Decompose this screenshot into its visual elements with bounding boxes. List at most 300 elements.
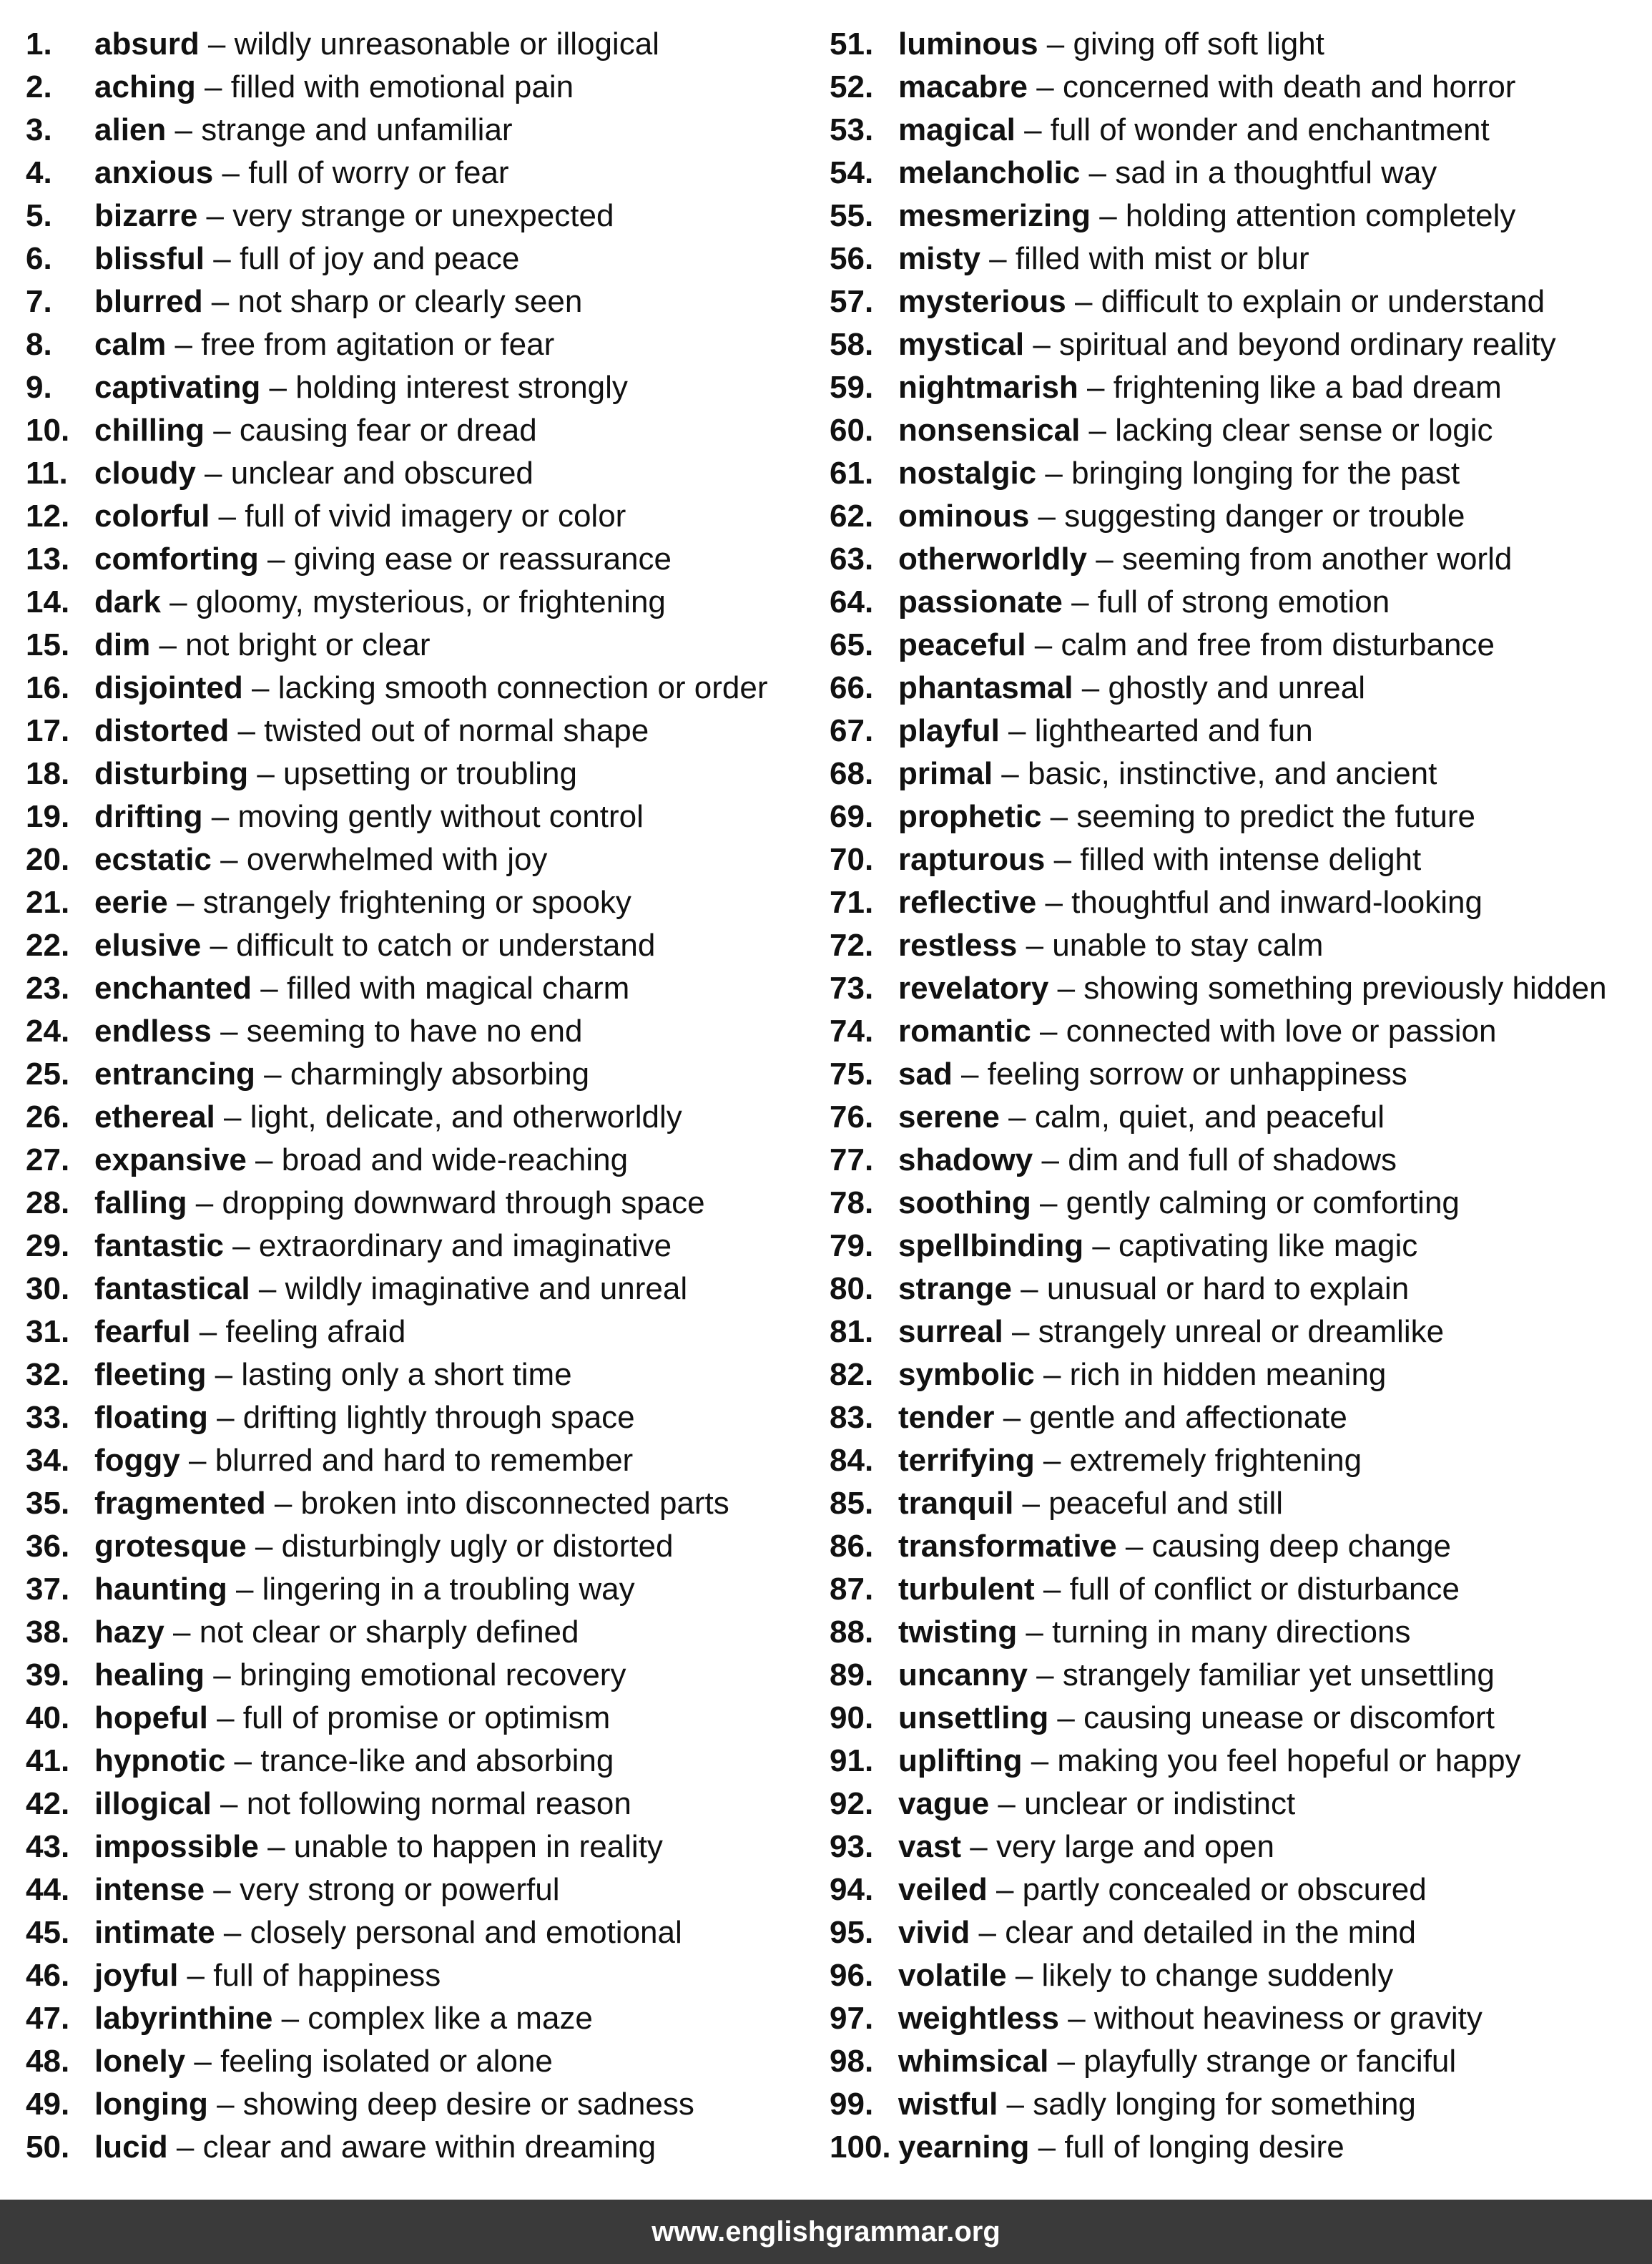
- item-separator: –: [989, 1786, 1025, 1821]
- item-definition: feeling afraid: [225, 1314, 406, 1349]
- item-word: fragmented: [94, 1486, 266, 1521]
- item-definition: likely to change suddenly: [1041, 1958, 1394, 1993]
- item-word: elusive: [94, 928, 202, 963]
- item-number: 15.: [26, 627, 70, 662]
- list-item: [26, 1182, 820, 1225]
- item-number: 73.: [830, 971, 874, 1006]
- list-item: [26, 366, 820, 409]
- list-item: [26, 2040, 820, 2083]
- item-number: 64.: [830, 584, 874, 619]
- item-number: 61.: [830, 456, 874, 491]
- item-definition: bringing emotional recovery: [239, 1657, 626, 1692]
- item-number: 66.: [830, 670, 874, 705]
- item-number: 56.: [830, 241, 874, 276]
- item-word: romantic: [898, 1014, 1031, 1049]
- item-number: 83.: [830, 1400, 874, 1435]
- item-definition: concerned with death and horror: [1062, 69, 1516, 104]
- item-number: 28.: [26, 1185, 70, 1220]
- list-item: [830, 280, 1645, 323]
- item-word: tranquil: [898, 1486, 1014, 1521]
- item-definition: full of conflict or disturbance: [1069, 1572, 1460, 1607]
- item-word: playful: [898, 713, 1000, 748]
- list-item: [26, 1010, 820, 1053]
- item-definition: spiritual and beyond ordinary reality: [1059, 327, 1556, 362]
- item-number: 85.: [830, 1486, 874, 1521]
- item-word: shadowy: [898, 1142, 1033, 1177]
- item-word: alien: [94, 112, 167, 147]
- list-item: [830, 1268, 1645, 1310]
- item-separator: –: [1027, 1657, 1063, 1692]
- item-word: floating: [94, 1400, 208, 1435]
- list-item: [26, 1053, 820, 1096]
- item-word: transformative: [898, 1529, 1117, 1564]
- item-separator: –: [195, 69, 231, 104]
- item-definition: making you feel hopeful or happy: [1057, 1743, 1521, 1778]
- item-separator: –: [207, 1400, 243, 1435]
- item-definition: causing fear or dread: [239, 413, 537, 448]
- item-definition: bringing longing for the past: [1071, 456, 1460, 491]
- item-number: 92.: [830, 1786, 874, 1821]
- item-definition: causing deep change: [1151, 1529, 1451, 1564]
- item-number: 47.: [26, 2001, 70, 2036]
- item-number: 52.: [830, 69, 874, 104]
- item-number: 89.: [830, 1657, 874, 1692]
- item-definition: very strange or unexpected: [232, 198, 614, 233]
- item-separator: –: [206, 1357, 242, 1392]
- item-separator: –: [187, 1185, 222, 1220]
- item-separator: –: [242, 670, 278, 705]
- list-item: [26, 838, 820, 881]
- list-item: [26, 109, 820, 152]
- item-word: endless: [94, 1014, 212, 1049]
- item-separator: –: [1080, 155, 1116, 190]
- item-definition: broken into disconnected parts: [300, 1486, 729, 1521]
- item-separator: –: [150, 627, 186, 662]
- list-item: [26, 237, 820, 280]
- item-separator: –: [1087, 542, 1122, 577]
- item-number: 62.: [830, 499, 874, 534]
- item-number: 84.: [830, 1443, 874, 1478]
- item-separator: –: [211, 842, 247, 877]
- item-number: 41.: [26, 1743, 70, 1778]
- item-word: yearning: [898, 2130, 1030, 2165]
- item-number: 11.: [26, 456, 68, 491]
- item-word: grotesque: [94, 1529, 247, 1564]
- item-separator: –: [167, 885, 203, 920]
- item-word: surreal: [898, 1314, 1003, 1349]
- item-separator: –: [1034, 1357, 1070, 1392]
- item-separator: –: [210, 499, 245, 534]
- item-number: 65.: [830, 627, 874, 662]
- item-definition: strangely familiar yet unsettling: [1062, 1657, 1495, 1692]
- item-number: 37.: [26, 1572, 70, 1607]
- item-word: colorful: [94, 499, 210, 534]
- item-number: 72.: [830, 928, 874, 963]
- item-number: 80.: [830, 1271, 874, 1306]
- list-item: [830, 2040, 1645, 2083]
- item-separator: –: [952, 1057, 988, 1092]
- list-item: [830, 1053, 1645, 1096]
- item-number: 78.: [830, 1185, 874, 1220]
- item-word: dim: [94, 627, 151, 662]
- item-definition: peaceful and still: [1048, 1486, 1284, 1521]
- item-number: 99.: [830, 2087, 874, 2122]
- footer-bar: [0, 2200, 1652, 2264]
- item-number: 34.: [26, 1443, 70, 1478]
- list-item: [26, 1697, 820, 1740]
- item-word: ecstatic: [94, 842, 212, 877]
- item-number: 33.: [26, 1400, 70, 1435]
- list-item: [26, 1954, 820, 1997]
- list-item: [830, 1568, 1645, 1611]
- item-word: blurred: [94, 284, 203, 319]
- item-word: revelatory: [898, 971, 1049, 1006]
- list-item: [830, 2126, 1645, 2169]
- item-number: 53.: [830, 112, 874, 147]
- item-separator: –: [215, 1099, 250, 1135]
- item-separator: –: [1041, 799, 1077, 834]
- item-separator: –: [225, 1743, 261, 1778]
- item-number: 59.: [830, 370, 874, 405]
- item-definition: extraordinary and imaginative: [258, 1228, 672, 1263]
- list-item: [830, 795, 1645, 838]
- item-separator: –: [167, 2130, 203, 2165]
- item-definition: turning in many directions: [1052, 1614, 1411, 1650]
- item-definition: not sharp or clearly seen: [237, 284, 583, 319]
- item-number: 31.: [26, 1314, 70, 1349]
- item-number: 25.: [26, 1057, 70, 1092]
- item-number: 94.: [830, 1872, 874, 1907]
- item-number: 86.: [830, 1529, 874, 1564]
- item-number: 3.: [26, 112, 52, 147]
- list-item: [26, 1225, 820, 1268]
- item-word: prophetic: [898, 799, 1042, 834]
- item-number: 23.: [26, 971, 70, 1006]
- item-separator: –: [1006, 1958, 1042, 1993]
- item-word: melancholic: [898, 155, 1081, 190]
- item-definition: full of longing desire: [1064, 2130, 1344, 2165]
- item-definition: broad and wide-reaching: [281, 1142, 629, 1177]
- item-word: hopeful: [94, 1700, 208, 1735]
- list-item: [830, 1868, 1645, 1911]
- item-definition: full of worry or fear: [248, 155, 509, 190]
- item-number: 17.: [26, 713, 70, 748]
- list-item: [830, 1310, 1645, 1353]
- item-separator: –: [980, 241, 1016, 276]
- item-definition: holding attention completely: [1125, 198, 1516, 233]
- item-separator: –: [1034, 1443, 1070, 1478]
- item-definition: free from agitation or fear: [201, 327, 555, 362]
- item-separator: –: [166, 112, 202, 147]
- list-item: [830, 1826, 1645, 1868]
- list-item: [26, 1353, 820, 1396]
- item-separator: –: [994, 1400, 1030, 1435]
- item-separator: –: [213, 155, 249, 190]
- item-separator: –: [970, 1915, 1006, 1950]
- item-definition: giving off soft light: [1073, 26, 1324, 62]
- item-number: 79.: [830, 1228, 874, 1263]
- item-number: 22.: [26, 928, 70, 963]
- list-item: [26, 1568, 820, 1611]
- item-separator: –: [1048, 1700, 1084, 1735]
- list-item: [26, 710, 820, 753]
- item-number: 29.: [26, 1228, 70, 1263]
- item-definition: light, delicate, and otherworldly: [250, 1099, 682, 1135]
- list-item: [830, 366, 1645, 409]
- item-word: lonely: [94, 2044, 186, 2079]
- item-definition: basic, instinctive, and ancient: [1027, 756, 1437, 791]
- item-word: mesmerizing: [898, 198, 1091, 233]
- list-item: [26, 1096, 820, 1139]
- item-word: peaceful: [898, 627, 1026, 662]
- item-separator: –: [205, 1872, 240, 1907]
- list-item: [26, 323, 820, 366]
- item-word: wistful: [898, 2087, 998, 2122]
- item-definition: full of vivid imagery or color: [245, 499, 626, 534]
- item-definition: difficult to catch or understand: [236, 928, 656, 963]
- item-separator: –: [258, 542, 294, 577]
- item-number: 32.: [26, 1357, 70, 1392]
- item-definition: unable to stay calm: [1052, 928, 1324, 963]
- item-definition: calm, quiet, and peaceful: [1034, 1099, 1385, 1135]
- item-separator: –: [205, 413, 240, 448]
- list-item: [26, 538, 820, 581]
- list-item: [830, 1740, 1645, 1783]
- item-separator: –: [199, 26, 235, 62]
- item-number: 55.: [830, 198, 874, 233]
- word-list-left-column: [26, 23, 820, 2169]
- item-number: 35.: [26, 1486, 70, 1521]
- item-definition: sad in a thoughtful way: [1115, 155, 1437, 190]
- item-word: foggy: [94, 1443, 180, 1478]
- item-word: disturbing: [94, 756, 249, 791]
- item-separator: –: [1116, 1529, 1152, 1564]
- item-word: blissful: [94, 241, 205, 276]
- list-item: [830, 581, 1645, 624]
- item-word: distorted: [94, 713, 230, 748]
- item-number: 95.: [830, 1915, 874, 1950]
- item-definition: thoughtful and inward-looking: [1071, 885, 1483, 920]
- item-separator: –: [1022, 1743, 1058, 1778]
- item-definition: unable to happen in reality: [293, 1829, 663, 1864]
- item-number: 58.: [830, 327, 874, 362]
- item-number: 81.: [830, 1314, 874, 1349]
- item-separator: –: [1017, 928, 1053, 963]
- item-separator: –: [185, 2044, 221, 2079]
- item-number: 76.: [830, 1099, 874, 1135]
- item-definition: showing something previously hidden: [1083, 971, 1607, 1006]
- item-word: bizarre: [94, 198, 198, 233]
- item-number: 30.: [26, 1271, 70, 1306]
- item-separator: –: [1033, 1142, 1068, 1177]
- item-separator: –: [166, 327, 202, 362]
- item-separator: –: [1013, 1486, 1049, 1521]
- item-word: primal: [898, 756, 993, 791]
- item-number: 19.: [26, 799, 70, 834]
- list-item: [830, 1396, 1645, 1439]
- list-item: [830, 1439, 1645, 1482]
- list-item: [830, 538, 1645, 581]
- list-item: [26, 624, 820, 667]
- item-definition: lighthearted and fun: [1034, 713, 1313, 748]
- item-separator: –: [215, 1915, 250, 1950]
- list-item: [830, 924, 1645, 967]
- item-separator: –: [205, 241, 240, 276]
- item-number: 100.: [830, 2130, 891, 2165]
- item-word: anxious: [94, 155, 214, 190]
- item-word: serene: [898, 1099, 1000, 1135]
- list-item: [26, 1268, 820, 1310]
- item-number: 4.: [26, 155, 52, 190]
- item-separator: –: [1036, 885, 1072, 920]
- item-definition: full of promise or optimism: [242, 1700, 611, 1735]
- list-item: [830, 1482, 1645, 1525]
- item-number: 77.: [830, 1142, 874, 1177]
- item-word: weightless: [898, 2001, 1059, 2036]
- item-separator: –: [265, 1486, 301, 1521]
- item-separator: –: [195, 456, 231, 491]
- item-word: fantastical: [94, 1271, 250, 1306]
- item-separator: –: [252, 971, 287, 1006]
- item-number: 24.: [26, 1014, 70, 1049]
- item-word: falling: [94, 1185, 187, 1220]
- item-definition: twisted out of normal shape: [264, 713, 649, 748]
- item-definition: drifting lightly through space: [242, 1400, 635, 1435]
- item-definition: lacking clear sense or logic: [1115, 413, 1493, 448]
- list-item: [830, 1353, 1645, 1396]
- item-separator: –: [227, 1572, 262, 1607]
- item-definition: closely personal and emotional: [250, 1915, 682, 1950]
- item-definition: gloomy, mysterious, or frightening: [195, 584, 666, 619]
- list-item: [830, 195, 1645, 237]
- item-word: illogical: [94, 1786, 212, 1821]
- item-separator: –: [190, 1314, 226, 1349]
- item-separator: –: [223, 1228, 259, 1263]
- item-word: restless: [898, 928, 1018, 963]
- list-item: [830, 2083, 1645, 2126]
- list-item: [830, 1182, 1645, 1225]
- list-item: [26, 753, 820, 795]
- item-definition: seeming from another world: [1121, 542, 1513, 577]
- item-separator: –: [250, 1271, 285, 1306]
- footer-url[interactable]: www.englishgrammar.org: [652, 2215, 1000, 2248]
- item-definition: trance-like and absorbing: [260, 1743, 614, 1778]
- item-definition: strangely unreal or dreamlike: [1038, 1314, 1445, 1349]
- item-word: expansive: [94, 1142, 247, 1177]
- item-word: comforting: [94, 542, 259, 577]
- item-definition: unclear and obscured: [230, 456, 534, 491]
- item-word: strange: [898, 1271, 1012, 1306]
- item-number: 12.: [26, 499, 70, 534]
- item-word: veiled: [898, 1872, 988, 1907]
- item-word: absurd: [94, 26, 200, 62]
- item-separator: –: [1031, 1185, 1066, 1220]
- item-separator: –: [1083, 1228, 1119, 1263]
- item-definition: filled with magical charm: [286, 971, 630, 1006]
- item-definition: filled with mist or blur: [1015, 241, 1309, 276]
- item-definition: showing deep desire or sadness: [242, 2087, 694, 2122]
- item-separator: –: [993, 756, 1028, 791]
- item-number: 38.: [26, 1614, 70, 1650]
- item-number: 50.: [26, 2130, 70, 2165]
- item-separator: –: [255, 1057, 290, 1092]
- item-number: 54.: [830, 155, 874, 190]
- item-word: luminous: [898, 26, 1038, 62]
- item-number: 98.: [830, 2044, 874, 2079]
- item-definition: full of joy and peace: [239, 241, 520, 276]
- list-item: [830, 1911, 1645, 1954]
- item-separator: –: [205, 1657, 240, 1692]
- item-word: hazy: [94, 1614, 164, 1650]
- item-word: enchanted: [94, 971, 252, 1006]
- item-definition: playfully strange or fanciful: [1083, 2044, 1457, 2079]
- list-item: [830, 109, 1645, 152]
- item-definition: calm and free from disturbance: [1061, 627, 1495, 662]
- item-word: aching: [94, 69, 196, 104]
- item-separator: –: [1031, 1014, 1066, 1049]
- item-separator: –: [260, 370, 296, 405]
- item-word: impossible: [94, 1829, 259, 1864]
- list-item: [26, 409, 820, 452]
- list-item: [830, 1225, 1645, 1268]
- item-separator: –: [272, 2001, 308, 2036]
- list-item: [26, 581, 820, 624]
- item-definition: moving gently without control: [237, 799, 644, 834]
- item-definition: strangely frightening or spooky: [202, 885, 631, 920]
- item-word: haunting: [94, 1572, 227, 1607]
- item-word: vivid: [898, 1915, 970, 1950]
- item-separator: –: [1003, 1314, 1038, 1349]
- list-item: [26, 967, 820, 1010]
- list-item: [830, 967, 1645, 1010]
- item-number: 8.: [26, 327, 52, 362]
- item-separator: –: [258, 1829, 294, 1864]
- item-number: 27.: [26, 1142, 70, 1177]
- item-separator: –: [201, 928, 237, 963]
- item-word: uncanny: [898, 1657, 1028, 1692]
- item-number: 57.: [830, 284, 874, 319]
- item-word: hypnotic: [94, 1743, 226, 1778]
- item-definition: difficult to explain or understand: [1101, 284, 1545, 319]
- item-number: 45.: [26, 1915, 70, 1950]
- item-separator: –: [1024, 327, 1060, 362]
- item-separator: –: [164, 1614, 200, 1650]
- item-word: entrancing: [94, 1057, 255, 1092]
- item-separator: –: [1026, 627, 1061, 662]
- item-word: turbulent: [898, 1572, 1035, 1607]
- item-separator: –: [1048, 971, 1084, 1006]
- item-word: mysterious: [898, 284, 1066, 319]
- list-item: [830, 323, 1645, 366]
- item-number: 91.: [830, 1743, 874, 1778]
- list-item: [830, 1783, 1645, 1826]
- item-separator: –: [207, 2087, 243, 2122]
- item-separator: –: [1029, 2130, 1065, 2165]
- item-definition: gentle and affectionate: [1029, 1400, 1347, 1435]
- item-separator: –: [1029, 499, 1065, 534]
- list-item: [830, 23, 1645, 66]
- item-number: 70.: [830, 842, 874, 877]
- item-number: 40.: [26, 1700, 70, 1735]
- list-item: [830, 881, 1645, 924]
- list-item: [26, 1868, 820, 1911]
- list-item: [26, 195, 820, 237]
- list-item: [26, 795, 820, 838]
- list-item: [26, 667, 820, 710]
- item-word: cloudy: [94, 456, 196, 491]
- list-item: [26, 1826, 820, 1868]
- item-definition: full of wonder and enchantment: [1050, 112, 1490, 147]
